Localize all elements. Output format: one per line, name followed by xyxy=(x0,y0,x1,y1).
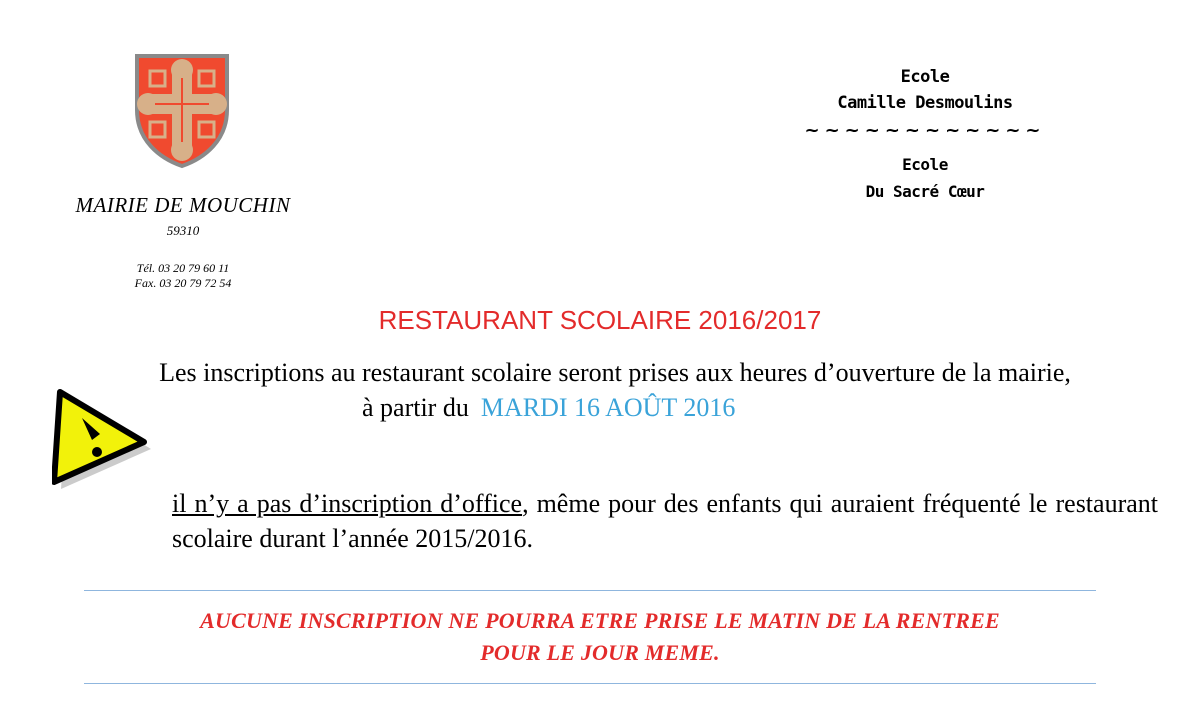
warning-text-line1: AUCUNE INSCRIPTION NE POURRA ETRE PRISE LE MATIN DE LA RENTREE xyxy=(200,608,1000,633)
coat-of-arms-icon xyxy=(133,52,231,170)
intro-prefix: à partir du xyxy=(362,393,469,422)
notice-rest: , même pour des enfants qui auraient fréquenté le restaurant scolaire durant l’année 2015/2016. xyxy=(172,489,1158,553)
warning-text-line2: POUR LE JOUR MEME. xyxy=(480,640,720,665)
mairie-fax: Fax. 03 20 79 72 54 xyxy=(134,276,232,290)
school2-name: Du Sacré Cœur xyxy=(865,182,985,201)
school1-name: Camille Desmoulins xyxy=(837,93,1013,113)
school1-label: Ecole xyxy=(900,67,950,87)
divider-bottom xyxy=(84,683,1096,684)
mairie-phone: Tél. 03 20 79 60 11 xyxy=(136,261,230,275)
mairie-postcode: 59310 xyxy=(166,223,200,238)
document-title: RESTAURANT SCOLAIRE 2016/2017 xyxy=(378,305,822,335)
school-divider: ~~~~~~~~~~~~ xyxy=(804,120,1046,141)
divider-top xyxy=(84,590,1096,591)
notice-paragraph xyxy=(172,486,1158,556)
notice-emphasis: il n’y a pas d’inscription d’office xyxy=(172,489,523,518)
intro-date-line xyxy=(362,393,735,423)
warning-icon xyxy=(52,388,152,490)
opening-date: MARDI 16 AOÛT 2016 xyxy=(480,393,736,422)
intro-line: Les inscriptions au restaurant scolaire seront prises aux heures d’ouverture de la mairie, xyxy=(159,358,1071,387)
mairie-name: MAIRIE DE MOUCHIN xyxy=(75,193,291,217)
school2-label: Ecole xyxy=(902,155,948,174)
